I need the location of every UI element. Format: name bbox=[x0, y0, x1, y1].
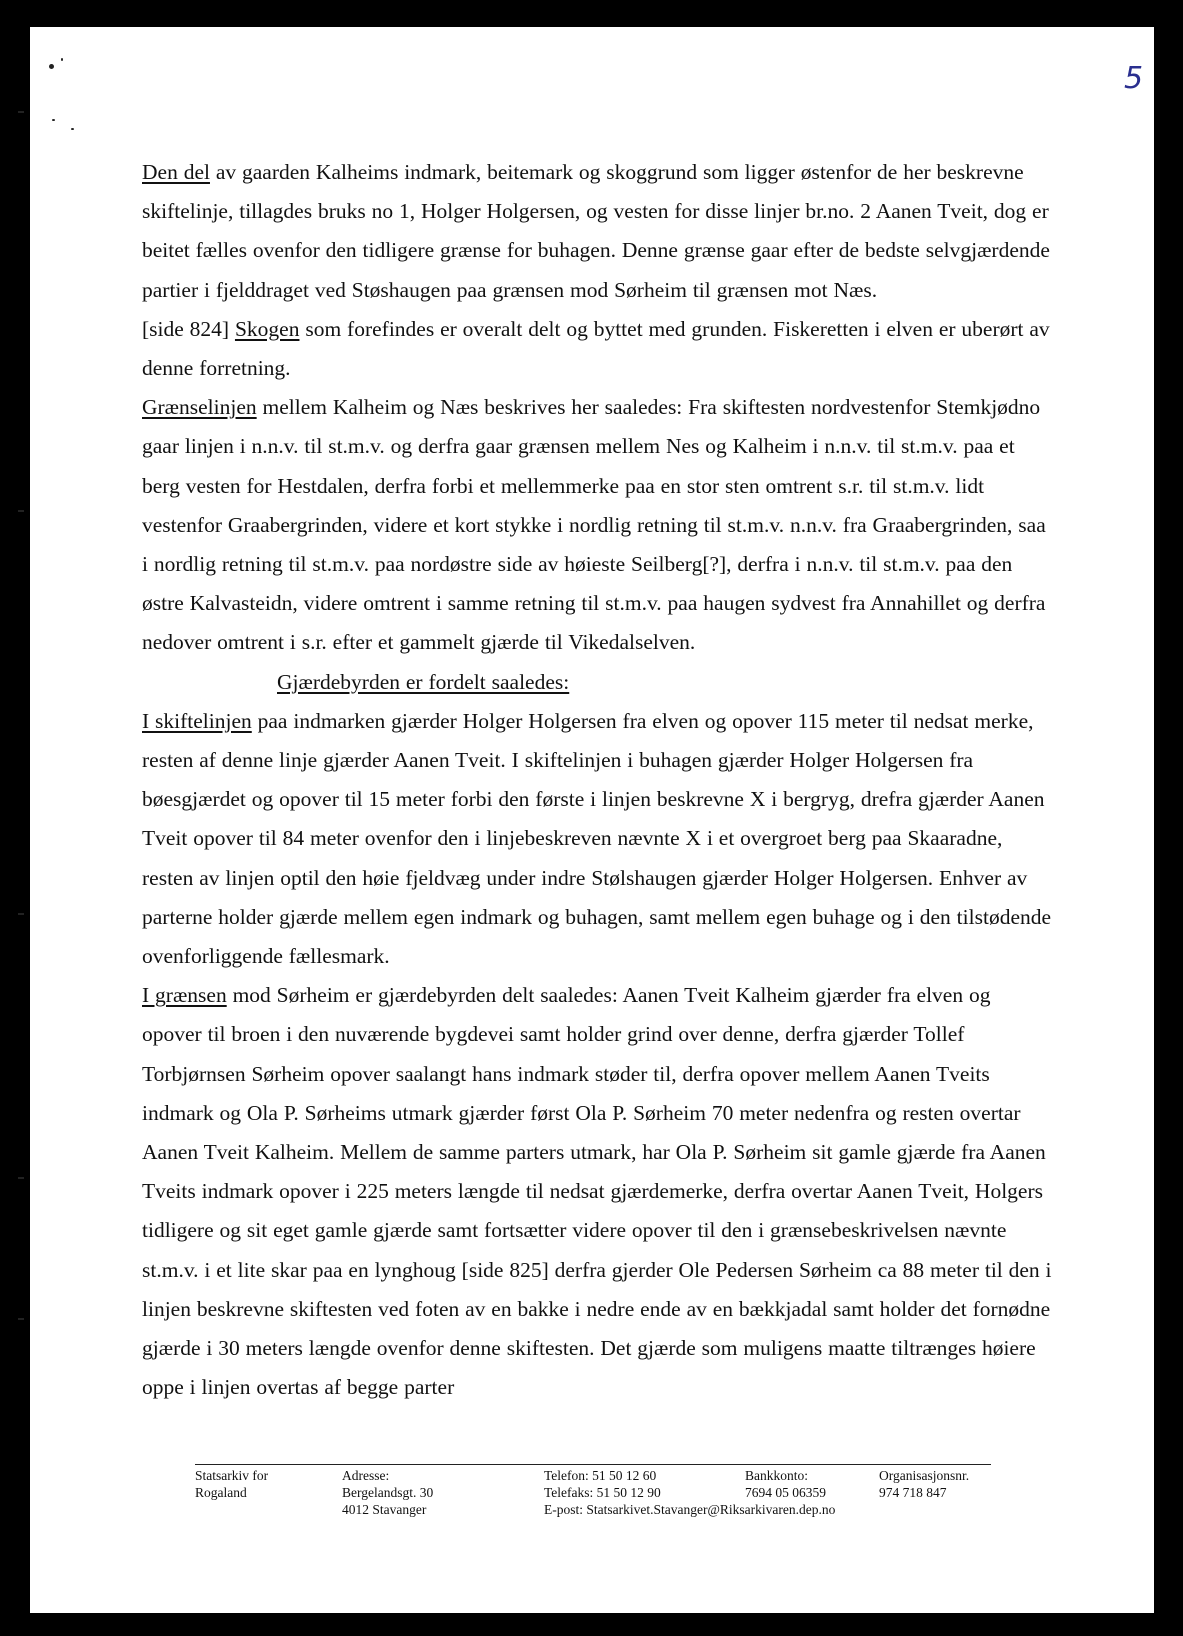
paragraph-text: mellem Kalheim og Næs beskrives her saaledes: Fra skiftesten nordvestenfor Stemkjødno gaar linjen i n.n.v. til st.m.v. og derfra gaar grænsen mellem Nes og Kalheim i n.n.v. til st.m.v. paa et berg vesten for Hestdalen, derfra forbi et mellemmerke paa en stor sten omtrent s.r. til st.m.v. lidt vestenfor Graabergrinden, videre et kort stykke i nordlig retning til st.m.v. n.n.v. fra Graabergrinden, saa i nordlig retning til st.m.v. paa nordøstre side av høieste Seilberg[?], derfra i n.n.v. til st.m.v. paa den østre Kalvasteidn, videre omtrent i samme retning til st.m.v. paa haugen sydvest fra Annahillet og derfra nedover omtrent i s.r. efter et gammelt gjærde til Vikedalselven. bbox=[142, 395, 1046, 655]
edge-mark bbox=[18, 913, 24, 915]
paragraph-lead: I skiftelinjen bbox=[142, 708, 252, 733]
paragraph bbox=[142, 976, 1052, 1407]
edge-mark bbox=[18, 111, 24, 113]
edge-mark bbox=[18, 510, 24, 512]
paragraph-text: mod Sørheim er gjærdebyrden delt saaledes: Aanen Tveit Kalheim gjærder fra elven og opover til broen i den nuværende bygdevei samt holder grind over denne, derfra gjærder Tollef Torbjørnsen Sørheim opover saalangt hans indmark støder til, derfra opover mellem Aanen Tveits indmark og Ola P. Sørheims utmark gjærder først Ola P. Sørheim 70 meter nedenfra og resten overtar Aanen Tveit Kalheim. Mellem de samme parters utmark, har Ola P. Sørheim sit gamle gjærde fra Aanen Tveits indmark opover i 225 meters længde til nedsat gjærdemerke, derfra overtar Aanen Tveit, Holgers tidligere og sit eget gamle gjærde samt fortsætter videre opover til den i grænsebeskrivelsen nævnte st.m.v. i et lite skar paa en lynghoug [side 825] derfra gjerder Ole Pedersen Sørheim ca 88 meter til den i linjen beskrevne skiftesten ved foten av en bakke i nedre ende av en bækkjadal samt holder det fornødne gjærde i 30 meters længde ovenfor denne skiftesten. Det gjærde som muligens maatte tiltrænges høiere oppe i linjen overtas af begge parter bbox=[142, 983, 1052, 1400]
paragraph bbox=[142, 310, 1052, 388]
footer-divider bbox=[195, 1464, 991, 1465]
footer-line: Rogaland bbox=[195, 1485, 247, 1500]
footer-line: Telefon: 51 50 12 60 bbox=[544, 1468, 657, 1483]
edge-mark bbox=[18, 1177, 24, 1179]
footer-line: Adresse: bbox=[342, 1468, 390, 1483]
document-body bbox=[142, 153, 1052, 1408]
paragraph bbox=[142, 153, 1052, 310]
paragraph-lead: Skogen bbox=[234, 316, 300, 341]
footer-line: 974 718 847 bbox=[879, 1485, 947, 1500]
footer-line: Telefaks: 51 50 12 90 bbox=[544, 1485, 661, 1500]
footer-institution bbox=[195, 1467, 268, 1501]
paragraph-text: paa indmarken gjærder Holger Holgersen fra elven og opover 115 meter til nedsat merke, resten af denne linje gjærder Aanen Tveit. I skiftelinjen i buhagen gjærder Holger Holgersen fra bøesgjærdet og opover til 15 meter forbi den første i linjen beskrevne X i bergryg, drefra gjærder Aanen Tveit opover til 84 meter ovenfor den i linjebeskreven nævnte X i et overgroet berg paa Skaaradne, resten av linjen optil den høie fjeldvæg under indre Stølshaugen gjærder Holger Holgersen. Enhver av parterne holder gjærde mellem egen indmark og buhagen, samt mellem egen buhage og i den tilstødende ovenforliggende fællesmark. bbox=[142, 708, 1052, 969]
section-heading: Gjærdebyrden er fordelt saaledes: bbox=[277, 669, 570, 694]
footer-line: Statsarkiv for bbox=[195, 1468, 269, 1483]
paragraph bbox=[142, 702, 1052, 976]
footer-line: Bergelandsgt. 30 bbox=[342, 1485, 434, 1500]
page-reference: [side 824] bbox=[142, 316, 235, 341]
paragraph-text: av gaarden Kalheims indmark, beitemark og skoggrund som ligger østenfor de her beskrevne skiftelinje, tillagdes bruks no 1, Holger Holgersen, og vesten for disse linjer br.no. 2 Aanen Tveit, dog er beitet fælles ovenfor den tidligere grænse for buhagen. Denne grænse gaar efter de bedste selvgjærdende partier i fjelddraget ved Støshaugen paa grænsen mod Sørheim til grænsen mot Næs. bbox=[142, 160, 1050, 302]
paragraph-text: som forefindes er overalt delt og byttet med grunden. Fiskeretten i elven er uberørt av denne forretning. bbox=[142, 316, 1050, 381]
footer-line: 4012 Stavanger bbox=[342, 1502, 427, 1517]
footer-email: E-post: Statsarkivet.Stavanger@Riksarkivaren.dep.no bbox=[544, 1502, 836, 1517]
scan-speck bbox=[52, 119, 55, 121]
footer-bank bbox=[745, 1467, 826, 1501]
scan-speck bbox=[71, 128, 74, 130]
page-number: 5 bbox=[1124, 61, 1144, 96]
paragraph-lead: Den del bbox=[142, 160, 210, 184]
footer-org bbox=[879, 1467, 969, 1501]
paragraph-lead: Grænselinjen bbox=[142, 395, 257, 420]
footer-address bbox=[342, 1467, 433, 1518]
scan-speck bbox=[61, 58, 63, 61]
scan-speck bbox=[49, 64, 54, 69]
footer-line: Organisasjonsnr. bbox=[879, 1468, 970, 1483]
footer-line: Bankkonto: bbox=[745, 1468, 808, 1483]
section-heading-paragraph bbox=[142, 663, 1052, 702]
paragraph-lead: I grænsen bbox=[142, 983, 227, 1008]
edge-mark bbox=[18, 1318, 24, 1320]
footer-line: 7694 05 06359 bbox=[745, 1485, 826, 1500]
paragraph bbox=[142, 388, 1052, 662]
